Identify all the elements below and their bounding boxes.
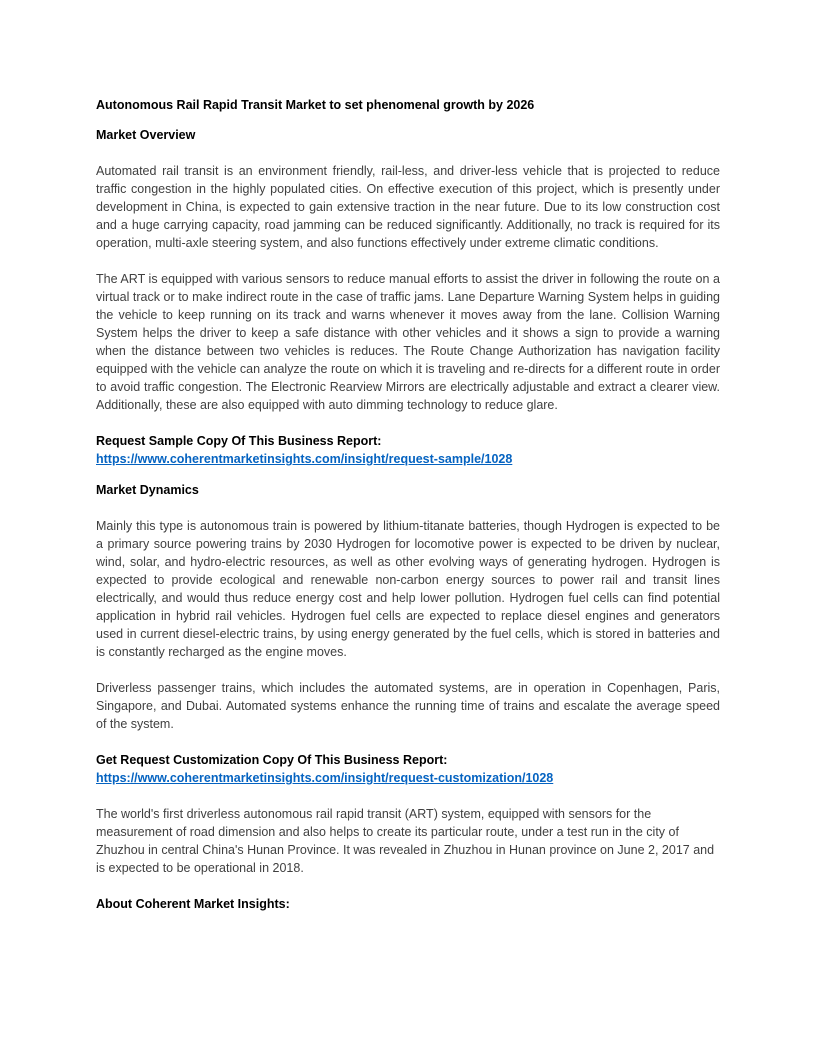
overview-paragraph-1: Automated rail transit is an environment friendly, rail-less, and driver-less vehicle that is projected to reduce traffic congestion in the highly populated cities. On effective execution of this project, which is presently under development in China, is expected to gain extensive traction in the near future. Due to its low construction cost and a huge carrying capacity, road jamming can be reduced significantly. Additionally, no track is required for its operation, multi-axle steering system, and also functions effectively under extreme climatic conditions.: [96, 164, 720, 250]
market-dynamics-heading: Market Dynamics: [96, 483, 199, 497]
document-title: Autonomous Rail Rapid Transit Market to set phenomenal growth by 2026: [96, 98, 535, 112]
request-customization-link[interactable]: https://www.coherentmarketinsights.com/insight/request-customization/1028: [96, 771, 554, 785]
request-sample-label: Request Sample Copy Of This Business Report:: [96, 434, 382, 448]
art-system-paragraph: The world's first driverless autonomous rail rapid transit (ART) system, equipped with sensors for the measurement of road dimension and also helps to create its particular route, under a test run in the city of Zhuzhou in central China's Hunan Province. It was revealed in Zhuzhou in Hunan province on June 2, 2017 and is expected to be operational in 2018.: [96, 807, 715, 875]
overview-paragraph-2: The ART is equipped with various sensors to reduce manual efforts to assist the driver in following the route on a virtual track or to make indirect route in the case of traffic jams. Lane Departure Warning System helps in guiding the vehicle to keep running on its track and warns whenever it moves away from the lane. Collision Warning System helps the driver to keep a safe distance with other vehicles and it shows a sign to provide a warning when the distance between two vehicles is reduces. The Route Change Authorization has navigation facility equipped with the vehicle can analyze the route on which it is traveling and re-directs for a different route in order to avoid traffic congestion. The Electronic Rearview Mirrors are electrically adjustable and extract a clearer view. Additionally, these are also equipped with auto dimming technology to reduce glare.: [96, 272, 720, 412]
dynamics-paragraph-2: Driverless passenger trains, which includes the automated systems, are in operation in Copenhagen, Paris, Singapore, and Dubai. Automated systems enhance the running time of trains and escalate the average speed of the system.: [96, 681, 720, 731]
market-overview-heading: Market Overview: [96, 128, 196, 142]
about-heading: About Coherent Market Insights:: [96, 897, 290, 911]
request-sample-link[interactable]: https://www.coherentmarketinsights.com/insight/request-sample/1028: [96, 452, 513, 466]
request-customization-label: Get Request Customization Copy Of This Business Report:: [96, 753, 448, 767]
dynamics-paragraph-1: Mainly this type is autonomous train is powered by lithium-titanate batteries, though Hydrogen is expected to be a primary source powering trains by 2030 Hydrogen for locomotive power is expected to be driven by nuclear, wind, solar, and hydro-electric resources, as well as other evolving ways of generating hydrogen. Hydrogen is expected to provide ecological and renewable non-carbon energy sources to power rail and transit lines electrically, and would thus reduce energy cost and help lower pollution. Hydrogen fuel cells can find potential application in hybrid rail vehicles. Hydrogen fuel cells are expected to replace diesel engines and generators used in current diesel-electric trains, by using energy generated by the fuel cells, which is stored in batteries and is constantly recharged as the engine moves.: [96, 519, 720, 659]
document-page: [96, 96, 720, 931]
